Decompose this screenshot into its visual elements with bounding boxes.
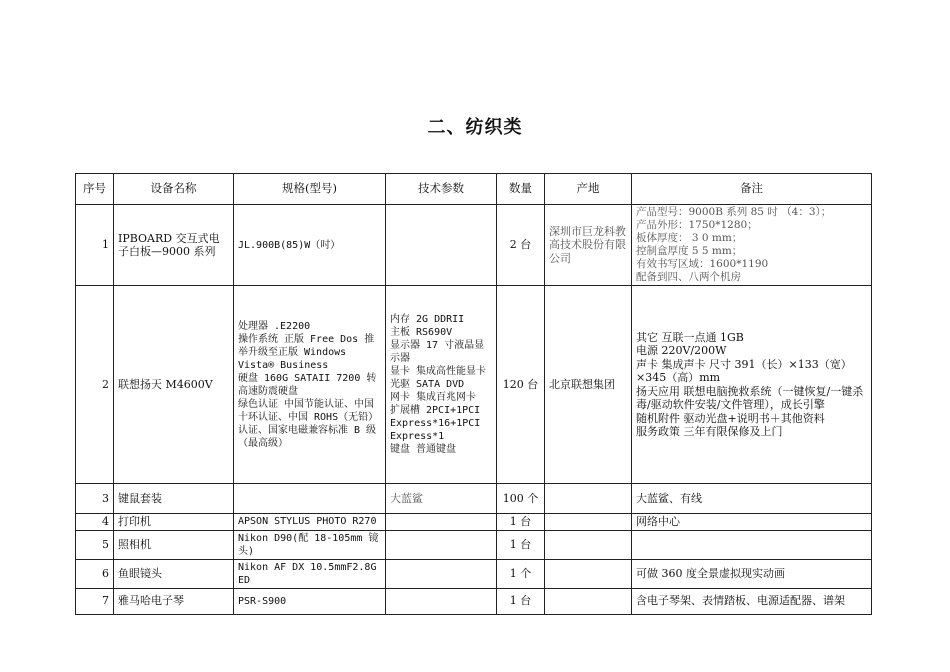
row-params [386, 205, 497, 286]
row-qty: 1 个 [497, 559, 545, 588]
row-params [386, 286, 497, 484]
row-remarks: 大蓝鲨、有线 [632, 484, 872, 514]
row-qty: 100 个 [497, 484, 545, 514]
header-origin: 产地 [545, 174, 632, 205]
row-params [386, 530, 497, 559]
table-row [76, 286, 872, 484]
remark-line: 电源 220V/200W [636, 344, 727, 357]
header-no: 序号 [76, 174, 114, 205]
row-no: 3 [76, 484, 114, 514]
row-qty: 2 台 [497, 205, 545, 286]
row-no: 5 [76, 530, 114, 559]
row-spec: Nikon D90(配 18-105mm 镜头) [234, 530, 386, 559]
row-remarks: 可做 360 度全景虚拟现实动画 [632, 559, 872, 588]
table-row [76, 514, 872, 531]
remark-line: 配备到四、八两个机房 [636, 271, 741, 283]
header-spec: 规格(型号) [234, 174, 386, 205]
remark-line: 板体厚度： 3 0 mm； [636, 232, 743, 244]
row-remarks [632, 286, 872, 484]
spec-line: 硬盘 160G SATAII 7200 转 高速防震硬盘 [238, 372, 377, 397]
row-qty: 120 台 [497, 286, 545, 484]
param-line: 显示器 17 寸液晶显示器 [390, 340, 485, 364]
row-spec [234, 484, 386, 514]
spec-line: 处理器 .E2200 [238, 320, 311, 332]
table-row [76, 530, 872, 559]
row-origin [545, 514, 632, 531]
param-line: 主板 RS690V [390, 327, 453, 338]
row-name: 打印机 [114, 514, 234, 531]
row-name: IPBOARD 交互式电子白板—9000 系列 [114, 205, 234, 286]
row-remarks [632, 205, 872, 286]
row-spec: APSON STYLUS PHOTO R270 [234, 514, 386, 531]
row-params [386, 559, 497, 588]
remark-line: 产品外形：1750*1280； [636, 219, 758, 231]
row-origin [545, 588, 632, 614]
table-row [76, 588, 872, 614]
row-remarks: 含电子琴架、表情踏板、电源适配器、谱架 [632, 588, 872, 614]
table-header-row [76, 174, 872, 205]
row-name: 鱼眼镜头 [114, 559, 234, 588]
remark-line: 随机附件 驱动光盘+说明书＋其他资料 [636, 411, 825, 425]
row-params: 大蓝鲨 [386, 484, 497, 514]
row-origin [545, 484, 632, 514]
spec-line: 绿色认证 中国节能认证、中国十环认证、中国 ROHS（无铅）认证、国家电磁兼容标准 B 级（最高级） [238, 398, 379, 449]
table-row [76, 484, 872, 514]
remark-line: 声卡 集成声卡 尺寸 391（长）×133（宽）×345（高）mm [636, 357, 852, 384]
param-line: 显卡 集成高性能显卡 [390, 366, 487, 377]
row-qty: 1 台 [497, 514, 545, 531]
remark-line: 扬天应用 联想电脑挽救系统（一键恢复/一键杀毒/驱动软件安装/文件管理），成长引擎 [636, 384, 864, 411]
row-no: 1 [76, 205, 114, 286]
table-row [76, 559, 872, 588]
remark-line: 服务政策 三年有限保修及上门 [636, 425, 783, 438]
header-name: 设备名称 [114, 174, 234, 205]
equipment-table [75, 173, 872, 615]
remark-line: 有效书写区域：1600*1190 [636, 258, 769, 270]
row-spec: JL.900B(85)W（吋） [234, 205, 386, 286]
row-name: 照相机 [114, 530, 234, 559]
row-params [386, 588, 497, 614]
row-qty: 1 台 [497, 530, 545, 559]
header-qty: 数量 [497, 174, 545, 205]
row-qty: 1 台 [497, 588, 545, 614]
row-no: 6 [76, 559, 114, 588]
remark-line: 其它 互联一点通 1GB [636, 330, 744, 344]
row-origin [545, 530, 632, 559]
param-line: 扩展槽 2PCI+1PCI Express*16+1PCI Express*1 [390, 405, 481, 442]
row-no: 7 [76, 588, 114, 614]
row-remarks [632, 530, 872, 559]
header-params: 技术参数 [386, 174, 497, 205]
row-spec: PSR-S900 [234, 588, 386, 614]
header-remarks: 备注 [632, 174, 872, 205]
row-name: 联想扬天 M4600V [114, 286, 234, 484]
table-row [76, 205, 872, 286]
row-spec [234, 286, 386, 484]
param-line: 键盘 普通键盘 [390, 444, 457, 455]
row-params [386, 514, 497, 531]
page-title: 二、纺织类 [427, 117, 523, 138]
param-line: 网卡 集成百兆网卡 [390, 392, 477, 403]
row-origin: 北京联想集团 [545, 286, 632, 484]
row-name: 雅马哈电子琴 [114, 588, 234, 614]
param-line: 光驱 SATA DVD [390, 379, 465, 390]
row-remarks: 网络中心 [632, 514, 872, 531]
row-name: 键鼠套装 [114, 484, 234, 514]
row-origin: 深圳市巨龙科教高技术股份有限公司 [545, 205, 632, 286]
row-origin [545, 559, 632, 588]
spec-line: 操作系统 正版 Free Dos 推举升级至正版 Windows Vista® Business [238, 333, 375, 371]
row-no: 2 [76, 286, 114, 484]
row-spec: Nikon AF DX 10.5mmF2.8G ED [234, 559, 386, 588]
param-line: 内存 2G DDRII [390, 314, 465, 325]
remark-line: 产品型号：9000B 系列 85 吋 （4：3）； [636, 206, 832, 218]
remark-line: 控制盒厚度 5 5 mm； [636, 245, 743, 257]
row-no: 4 [76, 514, 114, 531]
